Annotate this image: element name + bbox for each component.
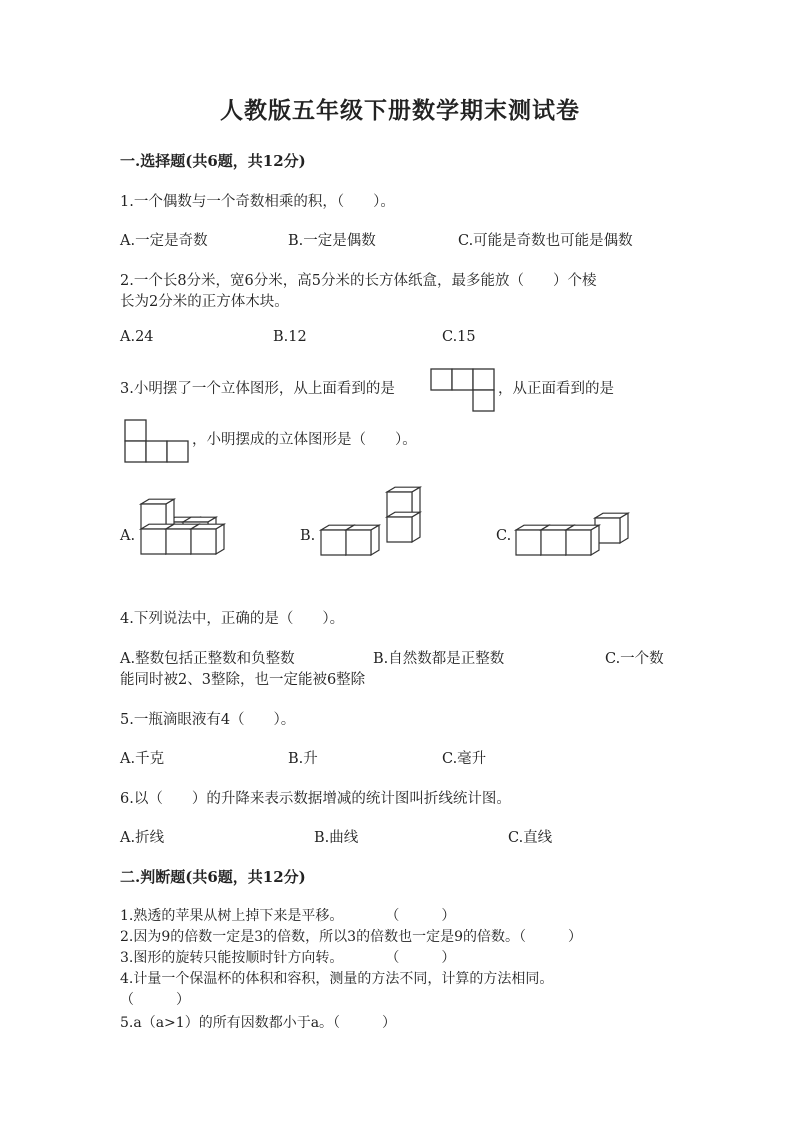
tf-item: 2.因为9的倍数一定是3的倍数，所以3的倍数也一定是9的倍数。（ ） [120, 929, 582, 945]
question-4-option-c-line2: 能同时被2、3整除，也一定能被6整除 [120, 672, 366, 688]
question-2-option-c: C.15 [442, 329, 476, 345]
question-1-option-c: C.可能是奇数也可能是偶数 [458, 233, 633, 249]
question-5-option-b: B.升 [288, 751, 318, 767]
question-6-option-c: C.直线 [508, 830, 553, 846]
question-3-stem-part1: 3.小明摆了一个立体图形，从上面看到的是 [120, 381, 395, 397]
question-4-option-b: B.自然数都是正整数 [373, 651, 505, 667]
question-3-stem-part2: ，从正面看到的是 [498, 381, 614, 397]
question-3-stem-part3: ，小明摆成的立体图形是（ ）。 [192, 432, 417, 448]
question-1-option-a: A.一定是奇数 [120, 233, 208, 249]
cube [191, 524, 224, 554]
question-5-stem: 5.一瓶滴眼液有4（ ）。 [120, 712, 296, 728]
question-3-option-b: B. [300, 528, 316, 544]
question-4-option-c-line1: C.一个数 [605, 651, 664, 667]
cube [566, 525, 599, 555]
section-heading-choice: 一.选择题(共6题，共12分) [120, 152, 306, 170]
question-6-option-b: B.曲线 [314, 830, 359, 846]
question-4-stem: 4.下列说法中，正确的是（ ）。 [120, 611, 345, 627]
solid-figure-b [315, 484, 430, 574]
question-2-stem-line1: 2.一个长8分米，宽6分米，高5分米的长方体纸盒，最多能放（ ）个棱 [120, 273, 597, 289]
question-3-option-c: C. [496, 528, 512, 544]
tf-item: 3.图形的旋转只能按顺时针方向转。 （ ） [120, 950, 456, 966]
tf-item: 1.熟透的苹果从树上掉下来是平移。 （ ） [120, 908, 456, 924]
question-6-option-a: A.折线 [120, 830, 165, 846]
cube [346, 525, 379, 555]
cube [595, 513, 628, 543]
page-title: 人教版五年级下册数学期末测试卷 [220, 97, 580, 124]
tf-item: （ ） [120, 992, 190, 1008]
question-2-stem-line2: 长为2分米的正方体木块。 [120, 294, 289, 310]
question-1-stem: 1.一个偶数与一个奇数相乘的积，（ ）。 [120, 194, 395, 210]
question-2-option-a: A.24 [120, 329, 154, 345]
tf-item: 4.计量一个保温杯的体积和容积，测量的方法不同，计算的方法相同。 [120, 971, 554, 987]
section-heading-true-false: 二.判断题(共6题，共12分) [120, 868, 306, 886]
question-5-option-a: A.千克 [120, 751, 165, 767]
solid-figure-a [135, 492, 235, 572]
question-6-stem: 6.以（ ）的升降来表示数据增减的统计图叫折线统计图。 [120, 791, 511, 807]
question-3-option-a: A. [120, 528, 136, 544]
tf-item: 5.a（a>1）的所有因数都小于a。（ ） [120, 1015, 397, 1031]
top-view-figure [430, 368, 496, 413]
question-1-option-b: B.一定是偶数 [288, 233, 376, 249]
question-4-option-a: A.整数包括正整数和负整数 [120, 651, 295, 667]
question-2-option-b: B.12 [273, 329, 307, 345]
question-5-option-c: C.毫升 [442, 751, 487, 767]
solid-figure-c [510, 508, 625, 568]
front-view-figure [124, 419, 190, 464]
cube [387, 512, 420, 542]
